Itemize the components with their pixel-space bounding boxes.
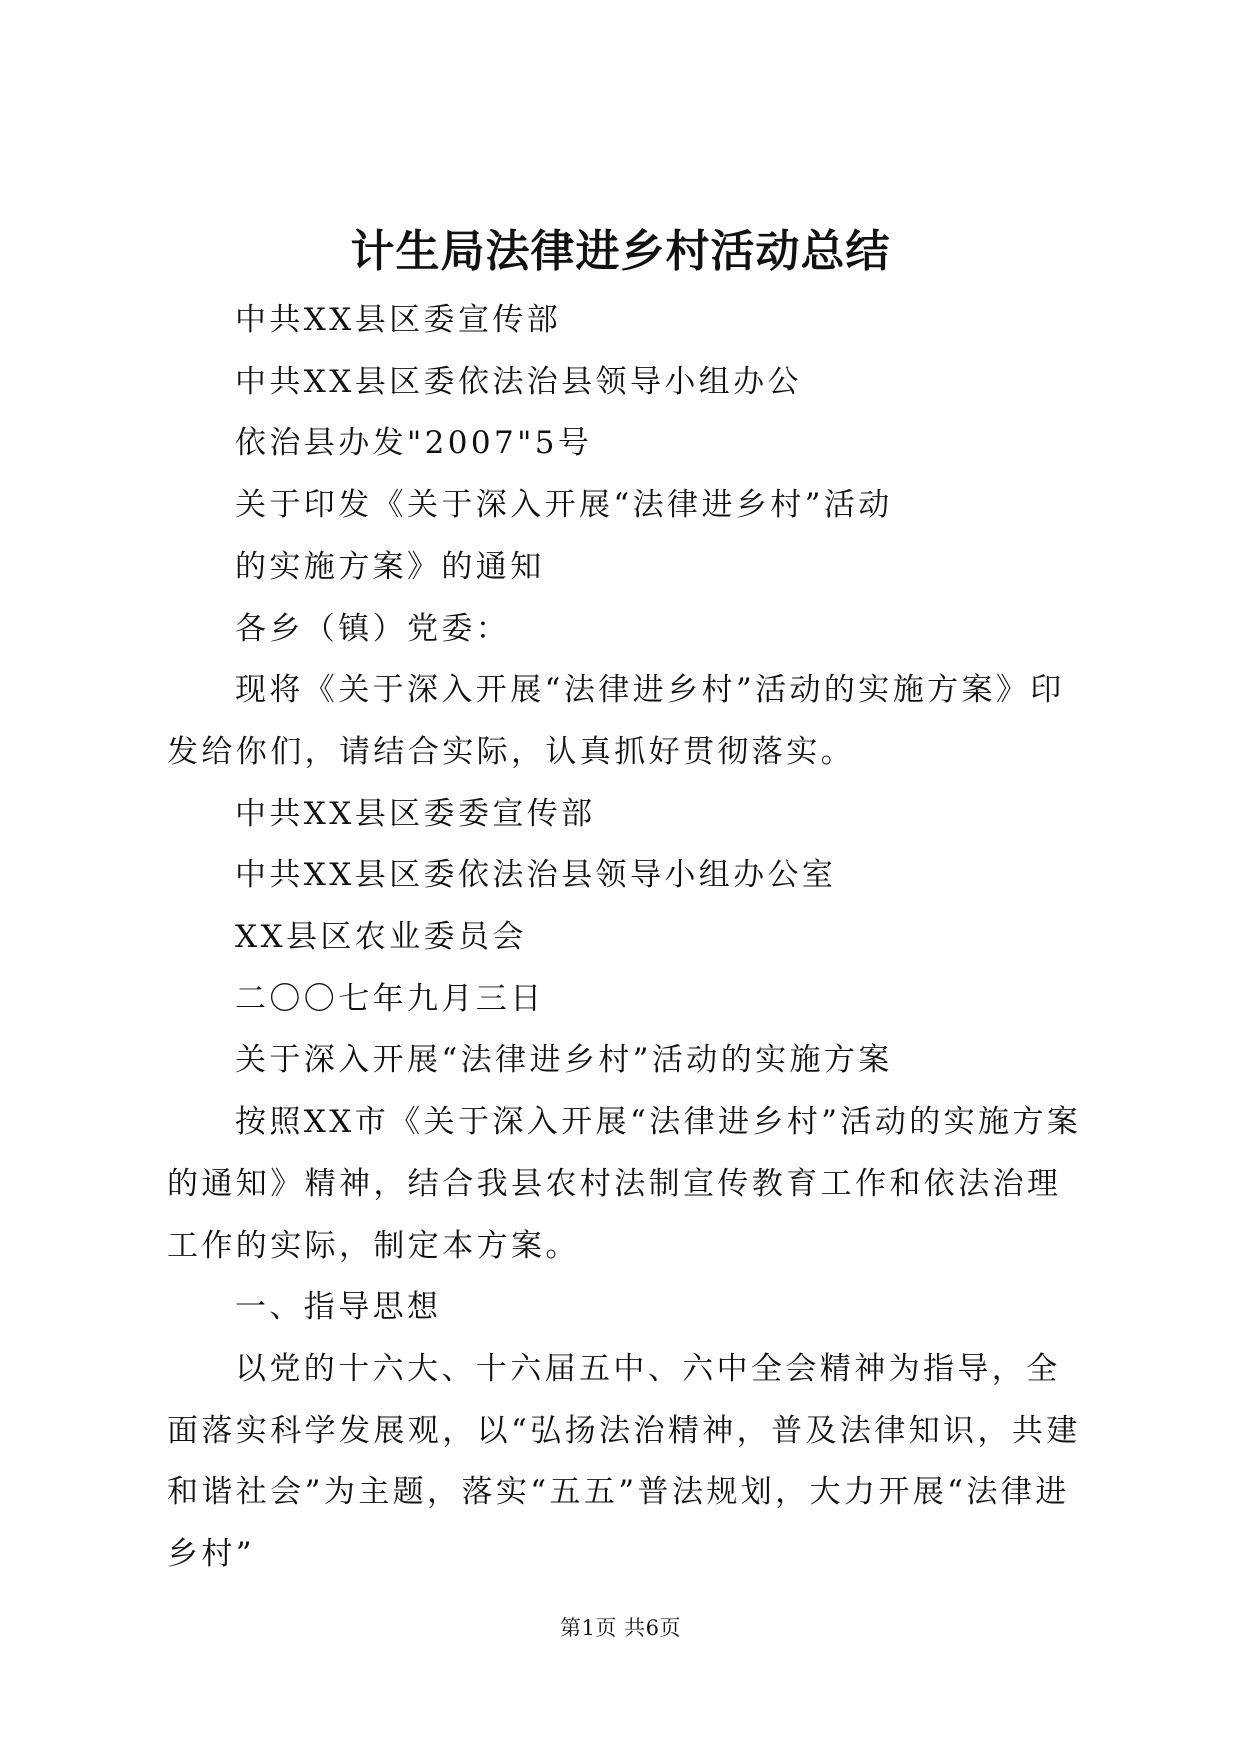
paragraph-doc-number: 依治县办发"2007"5号 [235, 425, 593, 462]
paragraph-notice-body: 现将《关于深入开展“法律进乡村”活动的实施方案》印发给你们，请结合实际，认真抓好贯彻落实。 [167, 672, 1065, 770]
paragraph-issuer-2: 中共XX县区委依法治县领导小组办公 [235, 363, 802, 400]
paragraph-signature-2: 中共XX县区委依法治县领导小组办公室 [235, 857, 837, 894]
document-body [167, 290, 1087, 1586]
page-footer: 第1页 共6页 [560, 1616, 681, 1640]
paragraph-section-heading: 一、指导思想 [235, 1289, 442, 1326]
paragraph-plan-intro: 按照XX市《关于深入开展“法律进乡村”活动的实施方案的通知》精神，结合我县农村法制宣传教育工作和依法治理工作的实际，制定本方案。 [167, 1104, 1082, 1264]
paragraph-notice-title-1: 关于印发《关于深入开展“法律进乡村”活动 [235, 487, 893, 524]
document-title: 计生局法律进乡村活动总结 [350, 226, 891, 277]
paragraph-signature-1: 中共XX县区委委宣传部 [235, 795, 596, 832]
paragraph-issuer-1: 中共XX县区委宣传部 [235, 302, 562, 338]
paragraph-date: 二〇〇七年九月三日 [235, 980, 545, 1017]
paragraph-salutation: 各乡（镇）党委： [235, 610, 511, 647]
paragraph-notice-title-2: 的实施方案》的通知 [235, 548, 545, 585]
paragraph-guiding-thought: 以党的十六大、十六届五中、六中全会精神为指导，全面落实科学发展观，以“弘扬法治精神，普及法律知识，共建和谐社会”为主题，落实“五五”普法规划，大力开展“法律进乡村” [167, 1350, 1081, 1573]
paragraph-plan-title: 关于深入开展“法律进乡村”活动的实施方案 [235, 1042, 893, 1079]
paragraph-signature-3: XX县区农业委员会 [235, 919, 527, 956]
